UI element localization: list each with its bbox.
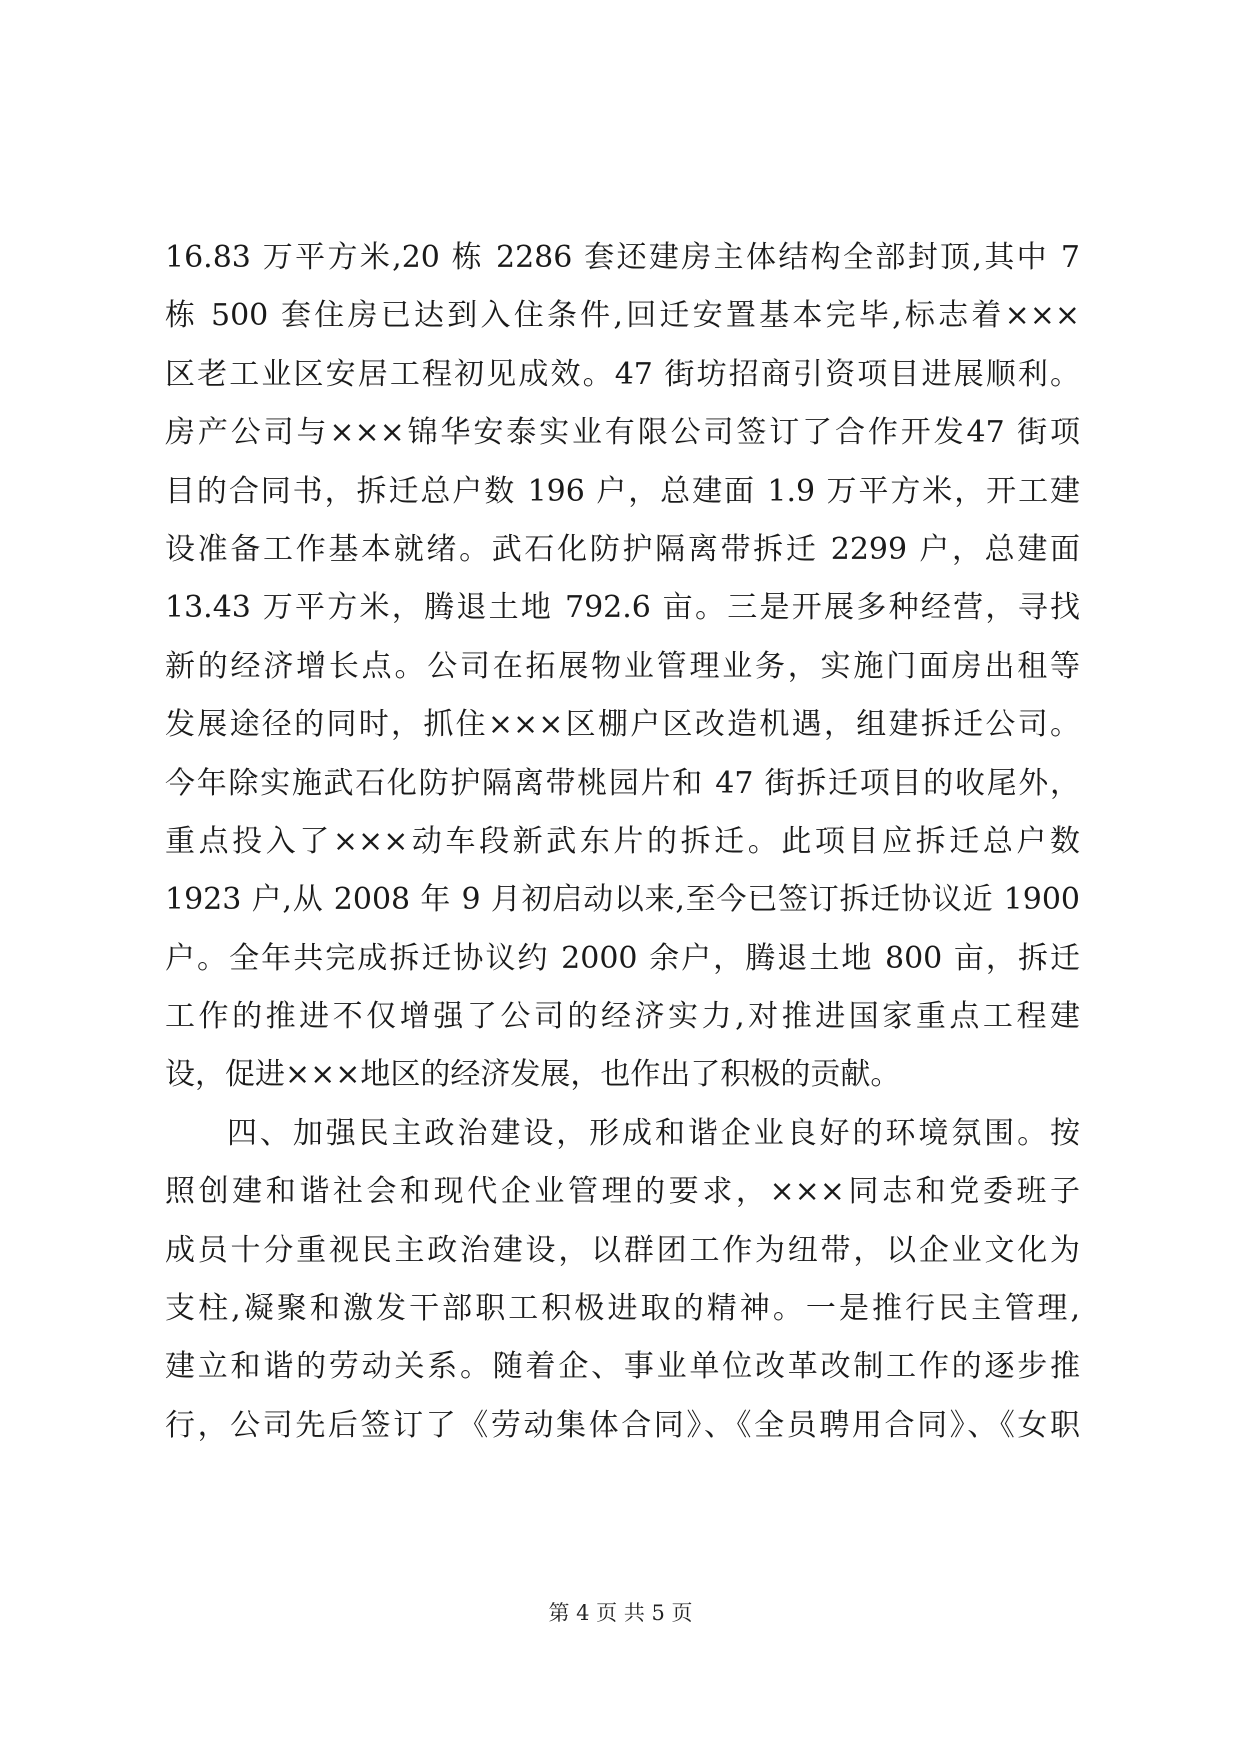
text-line: 户。全年共完成拆迁协议约 2000 余户，腾退土地 800 亩，拆迁 <box>165 940 1080 976</box>
text-line: 成员十分重视民主政治建设，以群团工作为纽带，以企业文化为 <box>165 1232 1080 1268</box>
text-line: 栋 500 套住房已达到入住条件,回迁安置基本完毕,标志着××× <box>165 298 1080 334</box>
text-line: 行，公司先后签订了《劳动集体合同》、《全员聘用合同》、《女职 <box>165 1407 1080 1443</box>
text-line: 支柱,凝聚和激发干部职工积极进取的精神。一是推行民主管理, <box>165 1291 1080 1327</box>
text-line: 发展途径的同时，抓住×××区棚户区改造机遇，组建拆迁公司。 <box>165 707 1080 743</box>
text-line: 1923 户,从 2008 年 9 月初启动以来,至今已签订拆迁协议近 1900 <box>165 882 1080 918</box>
text-line: 16.83 万平方米,20 栋 2286 套还建房主体结构全部封顶,其中 7 <box>165 240 1080 275</box>
text-line: 新的经济增长点。公司在拓展物业管理业务，实施门面房出租等 <box>165 648 1080 684</box>
text-line: 工作的推进不仅增强了公司的经济实力,对推进国家重点工程建 <box>165 999 1080 1035</box>
text-line: 区老工业区安居工程初见成效。47 街坊招商引资项目进展顺利。 <box>165 356 1080 392</box>
text-line: 重点投入了×××动车段新武东片的拆迁。此项目应拆迁总户数 <box>165 823 1080 859</box>
text-line: 设准备工作基本就绪。武石化防护隔离带拆迁 2299 户，总建面 <box>165 531 1080 567</box>
text-line: 13.43 万平方米，腾退土地 792.6 亩。三是开展多种经营，寻找 <box>165 590 1080 626</box>
section-four-first-line: 四、加强民主政治建设，形成和谐企业良好的环境氛围。按 <box>227 1115 1080 1151</box>
page-footer <box>0 1598 1241 1628</box>
text-line: 设，促进×××地区的经济发展，也作出了积极的贡献。 <box>165 1057 901 1093</box>
page-number: 第 4 页 共 5 页 <box>548 1601 693 1625</box>
text-line: 目的合同书，拆迁总户数 196 户，总建面 1.9 万平方米，开工建 <box>165 473 1080 509</box>
text-line: 房产公司与×××锦华安泰实业有限公司签订了合作开发47 街项 <box>165 415 1080 451</box>
text-line: 今年除实施武石化防护隔离带桃园片和 47 街拆迁项目的收尾外， <box>165 765 1080 801</box>
text-line: 建立和谐的劳动关系。随着企、事业单位改革改制工作的逐步推 <box>165 1349 1080 1385</box>
document-body <box>165 229 1080 1455</box>
text-line: 照创建和谐社会和现代企业管理的要求，×××同志和党委班子 <box>165 1174 1080 1210</box>
